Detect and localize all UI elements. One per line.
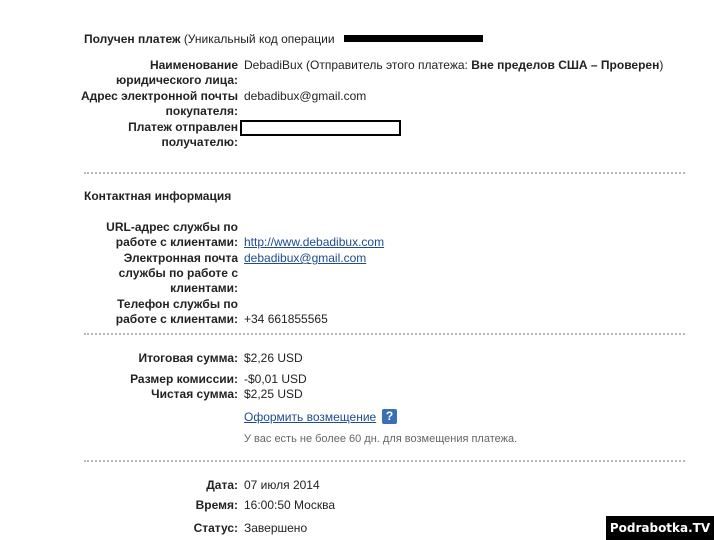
divider xyxy=(84,460,685,462)
legal-name-close: ) xyxy=(659,58,664,72)
redacted-transaction-code xyxy=(344,35,483,42)
heading-rest: (Уникальный код операции xyxy=(183,32,335,46)
support-email-link[interactable]: debadibux@gmail.com xyxy=(244,251,367,265)
contact-section-title: Контактная информация xyxy=(84,189,232,203)
support-phone-label: Телефон службы по работе с клиентами: xyxy=(115,297,238,326)
help-icon[interactable]: ? xyxy=(382,409,397,424)
legal-name-label: Наименование юридического лица: xyxy=(116,58,238,87)
status-value: Завершено xyxy=(244,521,308,535)
net-amount-label: Чистая сумма: xyxy=(151,387,238,401)
buyer-email-value: debadibux@gmail.com xyxy=(244,89,367,103)
refund-link[interactable]: Оформить возмещение xyxy=(244,410,377,424)
redacted-recipient xyxy=(240,120,401,136)
time-value: 16:00:50 Москва xyxy=(244,498,336,512)
date-value: 07 июля 2014 xyxy=(244,478,320,492)
sender-status: Вне пределов США – Проверен xyxy=(471,58,660,72)
support-url-link[interactable]: http://www.debadibux.com xyxy=(244,235,385,249)
support-url-label: URL-адрес службы по работе с клиентами: xyxy=(106,220,238,249)
date-label: Дата: xyxy=(206,478,238,492)
legal-name-value xyxy=(244,58,694,73)
status-label: Статус: xyxy=(193,521,238,535)
total-amount-value: $2,26 USD xyxy=(244,351,303,365)
fee-label: Размер комиссии: xyxy=(130,372,238,386)
refund-note: У вас есть не более 60 дн. для возмещения платежа. xyxy=(244,433,518,445)
support-phone-value: +34 661855565 xyxy=(244,312,328,326)
total-amount-label: Итоговая сумма: xyxy=(138,351,238,365)
heading-bold: Получен платеж xyxy=(84,32,181,46)
legal-name-text: DebadiBux (Отправитель этого платежа: xyxy=(244,58,468,72)
buyer-email-label: Адрес электронной почты покупателя: xyxy=(80,89,238,118)
sent-to-label: Платеж отправлен получателю: xyxy=(128,120,238,149)
divider xyxy=(84,333,685,335)
net-amount-value: $2,25 USD xyxy=(244,387,303,401)
time-label: Время: xyxy=(195,498,238,512)
payment-received-heading xyxy=(84,32,335,47)
watermark: Podrabotka.TV xyxy=(606,516,714,540)
support-email-label: Электронная почта службы по работе с клиентами: xyxy=(118,251,238,295)
divider xyxy=(84,172,685,174)
fee-value: -$0,01 USD xyxy=(244,372,307,386)
